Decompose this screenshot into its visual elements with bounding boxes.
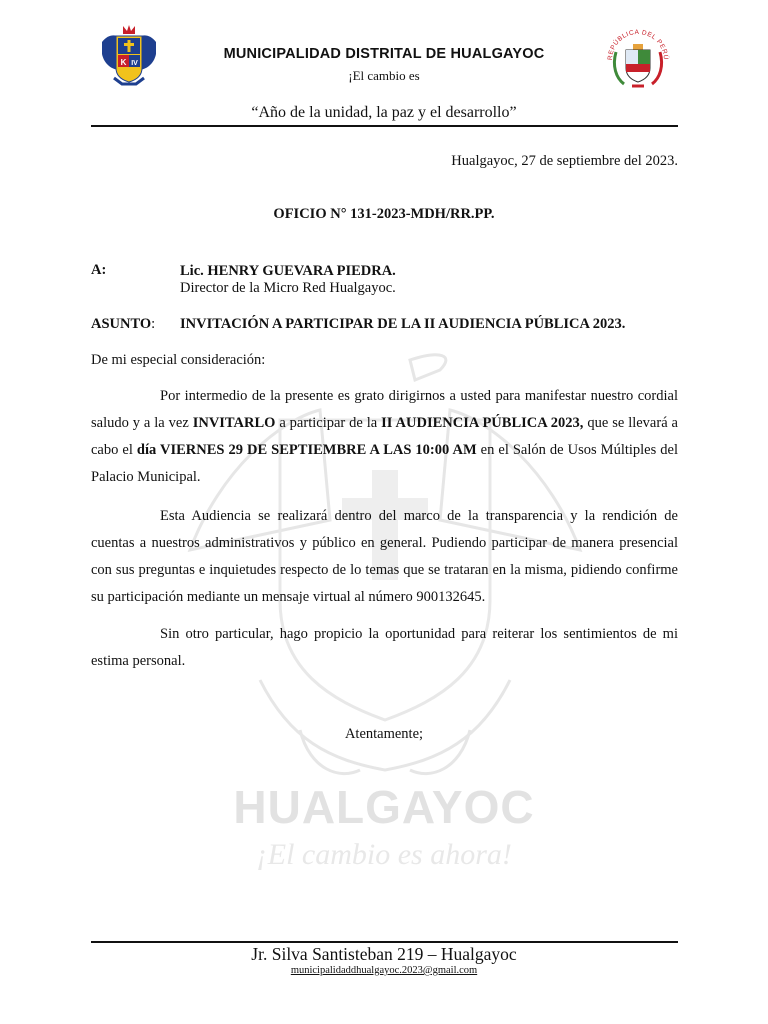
municipality-title: MUNICIPALIDAD DISTRITAL DE HUALGAYOC — [223, 46, 545, 62]
year-motto: “Año de la unidad, la paz y el desarrollo” — [251, 104, 517, 121]
seal-text: REPÚBLICA DEL PERÚ — [606, 28, 670, 61]
subject-label: ASUNTO — [91, 316, 152, 332]
watermark-slogan: ¡El cambio es ahora! — [256, 838, 512, 871]
recipient-block — [180, 263, 396, 297]
p1-text-a: Por intermedio de la presente es grato dirigirnos a usted para manifestar nuestro cordial saludo y a la vez — [91, 388, 678, 431]
sign-off: Atentamente; — [344, 726, 424, 742]
footer-email-link[interactable]: municipalidaddhualgayoc.2023@gmail.com — [290, 965, 478, 976]
p1-text-e: que se llevará a cabo el — [91, 415, 678, 458]
paragraph-invitation — [91, 383, 678, 491]
peru-national-seal — [602, 22, 674, 94]
p1-bold-datetime: día VIERNES 29 DE SEPTIEMBRE A LAS 10:00 AM — [136, 442, 477, 458]
recipient-name: Lic. HENRY GUEVARA PIEDRA. — [180, 263, 396, 279]
recipient-label: A: — [91, 262, 107, 278]
svg-text:K: K — [120, 58, 127, 67]
header-slogan: ¡El cambio es — [348, 68, 420, 83]
p1-text-g: en el Salón de Usos Múltiples del Palacio Municipal. — [91, 442, 678, 485]
place-date: Hualgayoc, 27 de septiembre del 2023. — [451, 153, 678, 169]
greeting: De mi especial consideración: — [91, 352, 266, 368]
header-divider — [91, 125, 678, 127]
paragraph-closing: Sin otro particular, hago propicio la oportunidad para reiterar los sentimientos de mi estima personal. — [91, 626, 678, 669]
footer-address: Jr. Silva Santisteban 219 – Hualgayoc — [251, 944, 517, 964]
p1-bold-invite: INVITARLO — [192, 415, 276, 431]
paragraph-audience: Esta Audiencia se realizará dentro del marco de la transparencia y la rendición de cuentas a nuestros administrativos y público en general. Pudiendo participar de manera presencial con sus preguntas e inquietudes respecto de lo temas que se trataran en la misma, pidiendo confirme su participación mediante un mensaje virtual al número 900132645. — [91, 508, 678, 605]
p1-bold-event: II AUDIENCIA PÚBLICA 2023, — [381, 415, 584, 431]
document-reference: OFICIO N° 131-2023-MDH/RR.PP. — [273, 206, 495, 222]
subject-colon: : — [151, 316, 156, 332]
subject-label-row — [91, 311, 155, 338]
footer-divider — [91, 941, 678, 943]
svg-text:IV: IV — [131, 60, 138, 67]
recipient-position: Director de la Micro Red Hualgayoc. — [180, 280, 396, 296]
subject-text: INVITACIÓN A PARTICIPAR DE LA II AUDIENCIA PÚBLICA 2023. — [180, 316, 626, 332]
watermark-word: HUALGAYOC — [233, 781, 535, 833]
p1-text-c: a participar de la — [275, 415, 382, 431]
